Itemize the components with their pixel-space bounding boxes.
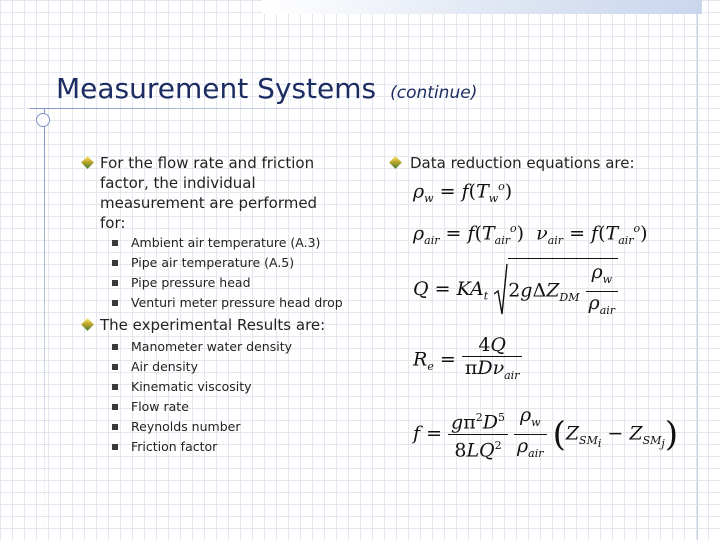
square-bullet-icon (112, 280, 118, 286)
bullet-data-reduction: Data reduction equations are: (410, 154, 635, 172)
equation-reynolds-number: $R_e$ = $\frac{4Q}{\pi D\nu_{air}}$ (413, 334, 522, 387)
bullet-results: The experimental Results are: (100, 316, 326, 334)
square-bullet-icon (112, 384, 118, 390)
square-bullet-icon (112, 424, 118, 430)
equation-air-properties: $\rho_{air} = f(T_{air}^o) \nu_{air} = f(T_{air}^o)$ (413, 222, 648, 248)
list-item: Reynolds number (131, 419, 241, 434)
header-gradient-bar (262, 0, 702, 14)
bullet-measurements: For the flow rate and friction factor, the individual measurement are performed for: (100, 154, 318, 232)
list-item: Pipe air temperature (A.5) (131, 255, 295, 270)
diamond-bullet-icon (81, 318, 94, 331)
diamond-bullet-icon (389, 156, 402, 169)
right-divider-line (697, 0, 698, 540)
diamond-bullet-icon (81, 156, 94, 169)
square-bullet-icon (112, 404, 118, 410)
equation-water-density: $\rho_w = f(T_w^o)$ (413, 180, 513, 206)
circle-marker-icon (36, 113, 50, 127)
title-text: Measurement Systems (56, 72, 377, 105)
square-bullet-icon (112, 444, 118, 450)
sqrt-icon (494, 262, 508, 318)
square-bullet-icon (112, 260, 118, 266)
square-bullet-icon (112, 240, 118, 246)
square-bullet-icon (112, 300, 118, 306)
page-title (56, 72, 477, 105)
left-accent-line (44, 108, 45, 540)
equation-flow-rate: $Q = KA_t$ 2gΔZ$_{DM}$ $\frac{\rho_w}{\rho_{air}}$ (413, 258, 618, 322)
equation-friction-factor: f = $\frac{g\pi^2D^5}{8LQ^2}$ $\frac{\rho_w}{\rho_{air}}$ $(Z_{SM_i} - Z_{SM_j})$ (413, 404, 679, 462)
list-item: Flow rate (131, 399, 189, 414)
title-underline (30, 108, 360, 109)
list-item: Air density (131, 359, 198, 374)
list-item: Venturi meter pressure head drop (131, 295, 343, 310)
title-subtitle: (continue) (390, 83, 478, 103)
list-item: Manometer water density (131, 339, 293, 354)
list-item: Pipe pressure head (131, 275, 251, 290)
list-item: Friction factor (131, 439, 218, 454)
square-bullet-icon (112, 364, 118, 370)
square-bullet-icon (112, 344, 118, 350)
list-item: Kinematic viscosity (131, 379, 252, 394)
list-item: Ambient air temperature (A.3) (131, 235, 321, 250)
